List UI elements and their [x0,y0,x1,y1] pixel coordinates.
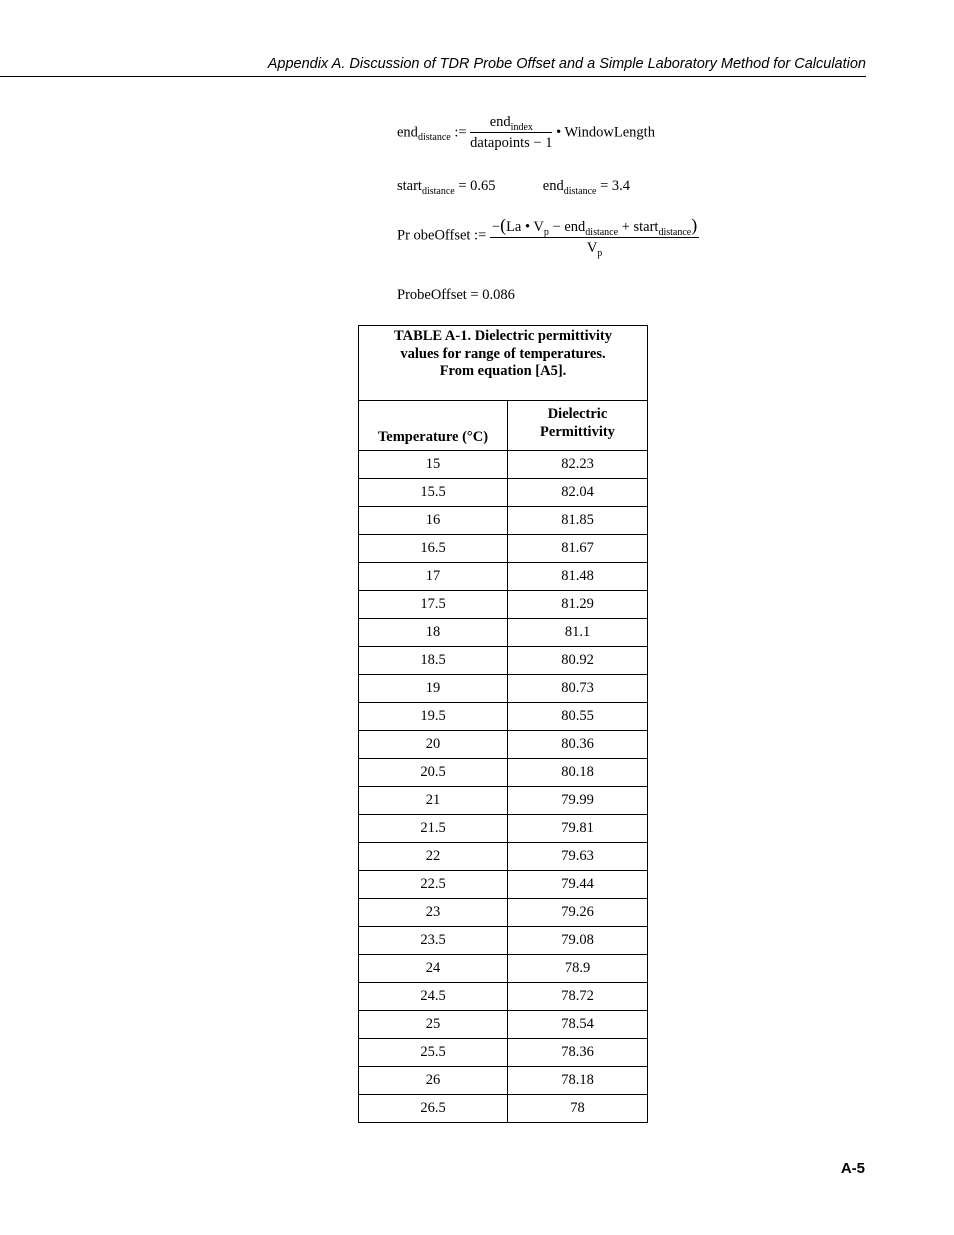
cell-permittivity: 78.72 [508,983,648,1011]
cell-temperature: 24.5 [359,983,508,1011]
eq2-start-sub: distance [421,186,455,197]
table-row [359,703,648,731]
cell-permittivity: 80.92 [508,647,648,675]
cell-temperature: 22.5 [359,871,508,899]
table-body [359,451,648,1123]
cell-temperature: 23 [359,899,508,927]
cell-temperature: 25.5 [359,1039,508,1067]
cell-permittivity: 79.26 [508,899,648,927]
cell-temperature: 21.5 [359,815,508,843]
cell-temperature: 15 [359,451,508,479]
cell-temperature: 17 [359,563,508,591]
cell-temperature: 26 [359,1067,508,1095]
cell-temperature: 18.5 [359,647,508,675]
cell-temperature: 23.5 [359,927,508,955]
eq1-rhs: • WindowLength [556,124,655,141]
table-row [359,955,648,983]
table-row [359,983,648,1011]
table-row [359,1067,648,1095]
eq3-fraction [490,215,699,257]
cell-permittivity: 79.63 [508,843,648,871]
cell-permittivity: 81.48 [508,563,648,591]
caption-line-1: TABLE A-1. Dielectric permittivity [394,328,612,344]
eq2-end-val: = 3.4 [600,178,631,194]
table-row [359,591,648,619]
equation-values [397,178,630,195]
cell-permittivity: 82.23 [508,451,648,479]
eq1-denominator: datapoints − 1 [470,135,553,151]
col-header-temperature: Temperature (°C) [359,401,508,451]
eq3-lhs: Pr obeOffset := [397,227,487,244]
eq2-start-val: = 0.65 [458,178,496,194]
table-row [359,731,648,759]
eq3-denominator: $V_p$ [586,240,603,259]
table-row [359,899,648,927]
cell-permittivity: 78.9 [508,955,648,983]
col-header-permittivity: Dielectric Permittivity [508,401,648,451]
eq2-end: end [542,178,564,194]
cell-permittivity: 78.54 [508,1011,648,1039]
cell-temperature: 16 [359,507,508,535]
cell-temperature: 19 [359,675,508,703]
cell-temperature: 18 [359,619,508,647]
table-row [359,787,648,815]
cell-permittivity: 80.18 [508,759,648,787]
eq2-start: start [397,178,422,194]
cell-permittivity: 78 [508,1095,648,1123]
table-row [359,619,648,647]
cell-temperature: 25 [359,1011,508,1039]
table-row [359,451,648,479]
table-row [359,563,648,591]
table-row [359,927,648,955]
cell-permittivity: 81.29 [508,591,648,619]
cell-temperature: 20.5 [359,759,508,787]
table-row [359,675,648,703]
eq1-assign: := [454,124,467,141]
table-row [359,1095,648,1123]
cell-permittivity: 78.36 [508,1039,648,1067]
page-number: A-5 [840,1160,865,1177]
table-row [359,759,648,787]
table-caption [359,326,648,401]
cell-permittivity: 79.81 [508,815,648,843]
eq1-fraction [470,114,552,152]
cell-temperature: 24 [359,955,508,983]
eq3-numerator: −(La • $V_p - end_{distance}$ + start$_{distance}$) [491,215,698,238]
cell-temperature: 16.5 [359,535,508,563]
cell-temperature: 26.5 [359,1095,508,1123]
table-row [359,843,648,871]
table-row [359,1039,648,1067]
cell-temperature: 17.5 [359,591,508,619]
equation-probe-offset-result: ProbeOffset = 0.086 [397,287,515,303]
eq1-numerator: end$_{index}$ [470,114,552,133]
eq2-end-sub: distance [563,186,597,197]
cell-temperature: 21 [359,787,508,815]
cell-temperature: 15.5 [359,479,508,507]
cell-temperature: 22 [359,843,508,871]
cell-temperature: 19.5 [359,703,508,731]
table-row [359,535,648,563]
cell-permittivity: 82.04 [508,479,648,507]
page-header [0,54,866,77]
cell-permittivity: 79.08 [508,927,648,955]
table-row [359,815,648,843]
table-row [359,647,648,675]
cell-permittivity: 81.1 [508,619,648,647]
table-row [359,1011,648,1039]
cell-temperature: 20 [359,731,508,759]
caption-line-3: From equation [A5]. [439,363,567,379]
header-title: Appendix A. Discussion of TDR Probe Offset and a Simple Laboratory Method for Calculation [267,56,866,72]
eq1-lhs-sub: distance [417,132,451,144]
caption-line-2: values for range of temperatures. [400,345,606,362]
eq1-lhs: end [397,124,418,141]
cell-permittivity: 79.99 [508,787,648,815]
cell-permittivity: 80.73 [508,675,648,703]
cell-permittivity: 81.85 [508,507,648,535]
table-row [359,871,648,899]
cell-permittivity: 80.36 [508,731,648,759]
cell-permittivity: 81.67 [508,535,648,563]
equation-probe-offset [397,215,699,257]
cell-permittivity: 79.44 [508,871,648,899]
table-row [359,507,648,535]
equation-end-distance [397,114,655,152]
table-row [359,479,648,507]
cell-permittivity: 78.18 [508,1067,648,1095]
permittivity-table [358,325,648,1123]
cell-permittivity: 80.55 [508,703,648,731]
